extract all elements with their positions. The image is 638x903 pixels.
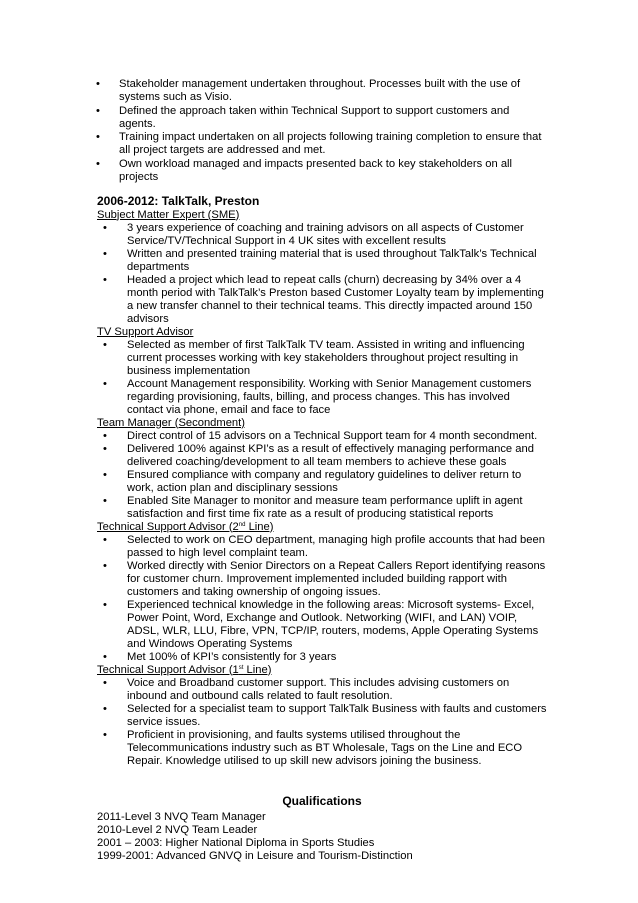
bullet-icon: • <box>103 377 107 390</box>
qualification-item: 2001 – 2003: Higher National Diploma in Sports Studies <box>97 836 375 849</box>
role-bullets-tsa-1st-line <box>97 677 547 768</box>
qualification-item: 1999-2001: Advanced GNVQ in Leisure and Tourism-Distinction <box>97 849 413 862</box>
list-item: • Experienced technical knowledge in the following areas: Microsoft systems- Excel, Power Point, Word, Exchange and Outlook. Networking (WIFI, and LAN) VOIP, ADSL, WLR, LLU, Fibre, VPN, TCP/IP, routers, modems, Apple Operating Systems and Windows Operating Systems <box>103 598 539 650</box>
list-item: • Ensured compliance with company and regulatory guidelines to deliver return to work, action plan and disciplinary sessions <box>103 468 522 494</box>
bullet-icon: • <box>103 676 107 689</box>
bullet-icon: • <box>103 273 107 286</box>
list-item: • Selected to work on CEO department, managing high profile accounts that had been passed to high level complaint team. <box>103 533 545 559</box>
bullet-icon: • <box>96 131 100 143</box>
list-item: • Proficient in provisioning, and faults systems utilised throughout the Telecommunications industry such as BT Wholesale, Tags on the Line and ECO Repair. Knowledge utilised to up skill new advisors joining the business. <box>103 728 523 767</box>
bullet-icon: • <box>103 247 107 260</box>
bullet-icon: • <box>103 559 107 572</box>
qualification-item: 2010-Level 2 NVQ Team Leader <box>97 823 258 836</box>
list-item: • Met 100% of KPI’s consistently for 3 years <box>103 650 337 663</box>
bullet-icon: • <box>103 338 107 351</box>
bullet-icon: • <box>96 104 100 117</box>
bullet-icon: • <box>103 728 107 741</box>
list-item: • Voice and Broadband customer support. This includes advising customers on inbound and outbound calls related to fault resolution. <box>103 676 510 702</box>
list-item: • Selected for a specialist team to support TalkTalk Business with faults and customers service issues. <box>103 702 547 728</box>
bullet-icon: • <box>96 157 100 170</box>
list-item: • Stakeholder management undertaken throughout. Processes built with the use of systems such as Visio. <box>96 78 521 103</box>
role-bullets-sme <box>97 222 547 326</box>
role-title-tsa-2nd-line: Technical Support Advisor (2nd Line) <box>97 520 274 533</box>
list-item: • Delivered 100% against KPI’s as a result of effectively managing performance and delivered coaching/development to all team members to achieve these goals <box>103 442 534 468</box>
bullet-icon: • <box>103 598 107 611</box>
list-item: • Headed a project which lead to repeat calls (churn) decreasing by 34% over a 4 month period with TalkTalk’s Preston based Customer Loyalty team by implementing a new transfer channel to their technical teams. This directly impacted around 150 advisors <box>103 273 544 325</box>
bullet-icon: • <box>103 442 107 455</box>
bullet-icon: • <box>103 429 107 442</box>
cv-content <box>97 78 547 863</box>
list-item: • 3 years experience of coaching and training advisors on all aspects of Customer Service/TV/Technical Support in 4 UK sites with excellent results <box>103 221 524 247</box>
role-bullets-tv <box>97 339 547 417</box>
role-title-tv: TV Support Advisor <box>97 325 194 338</box>
employer-heading: 2006-2012: TalkTalk, Preston <box>97 193 260 208</box>
bullet-icon: • <box>103 533 107 546</box>
role-bullets-team-manager <box>97 430 547 521</box>
list-item: • Enabled Site Manager to monitor and measure team performance uplift in agent satisfaction and first time fix rate as a result of producing statistical reports <box>103 494 523 520</box>
responsibilities-list <box>97 78 547 184</box>
list-item: • Written and presented training material that is used throughout TalkTalk’s Technical departments <box>103 247 537 273</box>
list-item: • Selected as member of first TalkTalk TV team. Assisted in writing and influencing current processes working with key stakeholders throughout project resulting in business implementation <box>103 338 525 377</box>
qualification-item: 2011-Level 3 NVQ Team Manager <box>97 810 266 823</box>
list-item: • Worked directly with Senior Directors on a Repeat Callers Report identifying reasons for customer churn. Improvement implemented included building rapport with customers and taking ownership of ongoing issues. <box>103 559 546 598</box>
qualifications-heading: Qualifications <box>282 793 362 808</box>
list-item: • Training impact undertaken on all projects following training completion to ensure that all project targets are addressed and met. <box>96 131 542 156</box>
list-item: • Account Management responsibility. Working with Senior Management customers regarding provisioning, faults, billing, and process changes. This has involved contact via phone, email and face to face <box>103 377 532 416</box>
list-item: • Defined the approach taken within Technical Support to support customers and agents. <box>96 104 510 130</box>
list-item: • Own workload managed and impacts presented back to key stakeholders on all projects <box>96 157 513 183</box>
bullet-icon: • <box>103 702 107 715</box>
bullet-icon: • <box>103 468 107 481</box>
list-item: • Direct control of 15 advisors on a Technical Support team for 4 month secondment. <box>103 429 538 442</box>
bullet-icon: • <box>103 221 107 234</box>
bullet-icon: • <box>103 494 107 507</box>
bullet-icon: • <box>103 650 107 663</box>
role-title-sme: Subject Matter Expert (SME) <box>97 208 240 221</box>
role-title-tsa-1st-line: Technical Support Advisor (1st Line) <box>97 663 272 676</box>
role-title-team-manager: Team Manager (Secondment) <box>97 416 245 429</box>
bullet-icon: • <box>96 78 100 90</box>
role-bullets-tsa-2nd-line <box>97 534 547 664</box>
